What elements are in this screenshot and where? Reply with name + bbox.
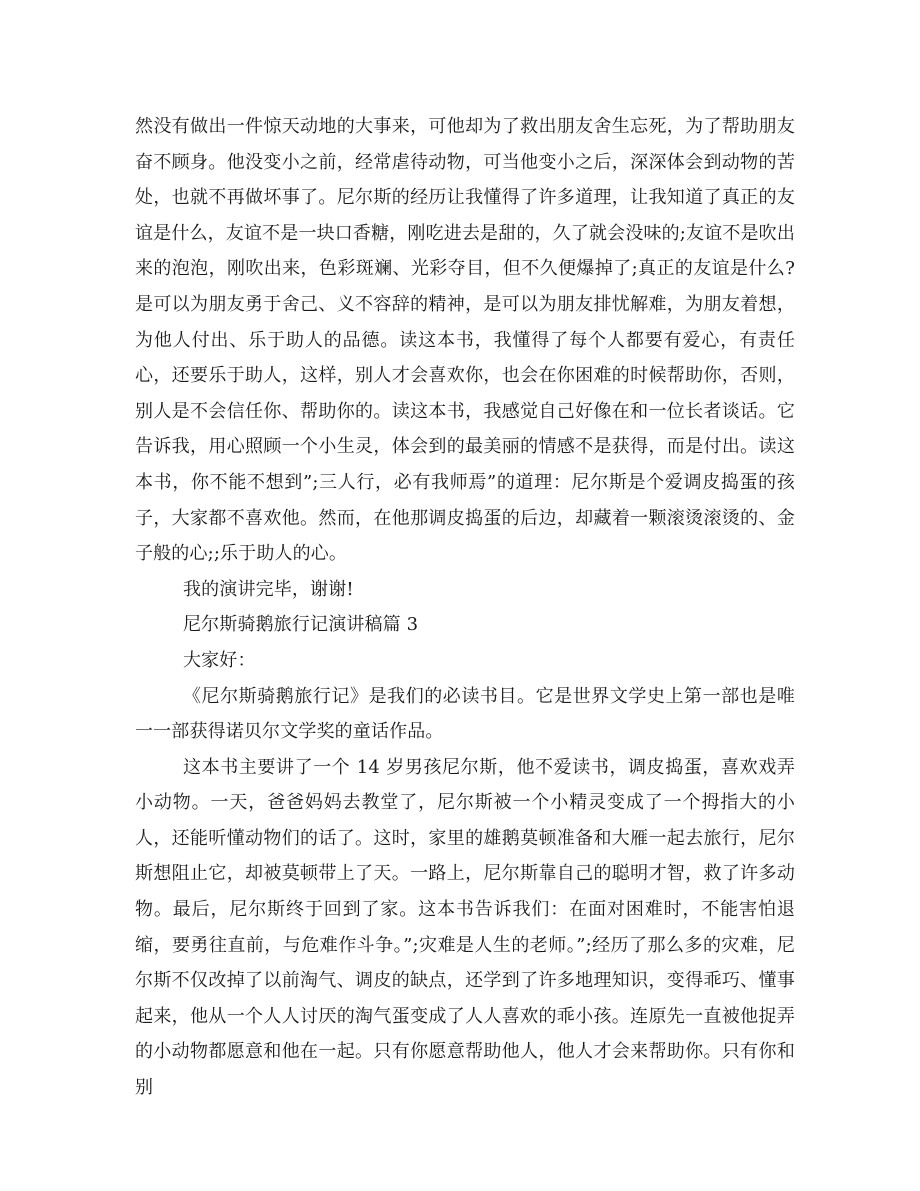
document-body bbox=[135, 109, 795, 1106]
paragraph-greeting: 大家好： bbox=[183, 649, 256, 671]
paragraph-friendship-reflection: 然没有做出一件惊天动地的大事来，可他却为了救出朋友舍生忘死，为了帮助朋友奋不顾身。他没变小之前，经常虐待动物，可当他变小之后，深深体会到动物的苦处，也就不再做坏事了。尼尔斯的经历让我懂得了许多道理，让我知道了真正的友谊是什么，友谊不是一块口香糖，刚吃进去是甜的，久了就会没味的;友谊不是吹出来的泡泡，刚吹出来，色彩斑斓、光彩夺目，但不久便爆掉了;真正的友谊是什么?是可以为朋友勇于舍己、义不容辞的精神，是可以为朋友排忧解难，为朋友着想，为他人付出、乐于助人的品德。读这本书，我懂得了每个人都要有爱心，有责任心，还要乐于助人，这样，别人才会喜欢你，也会在你困难的时候帮助你，否则，别人是不会信任你、帮助你的。读这本书，我感觉自己好像在和一位长者谈话。它告诉我，用心照顾一个小生灵，体会到的最美丽的情感不是获得，而是付出。读这本书，你不能不想到”;三人行，必有我师焉”的道理：尼尔斯是个爱调皮捣蛋的孩子，大家都不喜欢他。然而，在他那调皮捣蛋的后边，却藏着一颗滚烫滚烫的、金子般的心;;乐于助人的心。 bbox=[135, 116, 795, 565]
paragraph-book-summary: 这本书主要讲了一个 14 岁男孩尼尔斯，他不爱读书，调皮捣蛋，喜欢戏弄小动物。一天，爸爸妈妈去教堂了，尼尔斯被一个小精灵变成了一个拇指大的小人，还能听懂动物们的话了。这时，家里的雄鹅莫顿准备和大雁一起去旅行，尼尔斯想阻止它，却被莫顿带上了天。一路上，尼尔斯靠自己的聪明才智，救了许多动物。最后，尼尔斯终于回到了家。这本书告诉我们：在面对困难时，不能害怕退缩，要勇往直前，与危难作斗争。”;灾难是人生的老师。”;经历了那么多的灾难，尼尔斯不仅改掉了以前淘气、调皮的缺点，还学到了许多地理知识，变得乖巧、懂事起来，他从一个人人讨厌的淘气蛋变成了人人喜欢的乖小孩。连原先一直被他捉弄的小动物都愿意和他在一起。只有你愿意帮助他人，他人才会来帮助你。只有你和别 bbox=[135, 756, 795, 1099]
section-heading: 尼尔斯骑鹅旅行记演讲稿篇 3 bbox=[183, 614, 419, 636]
paragraph-book-intro: 《尼尔斯骑鹅旅行记》是我们的必读书目。它是世界文学史上第一部也是唯一一部获得诺贝尔文学奖的童话作品。 bbox=[135, 685, 795, 743]
paragraph-closing-remark: 我的演讲完毕，谢谢! bbox=[183, 578, 354, 600]
